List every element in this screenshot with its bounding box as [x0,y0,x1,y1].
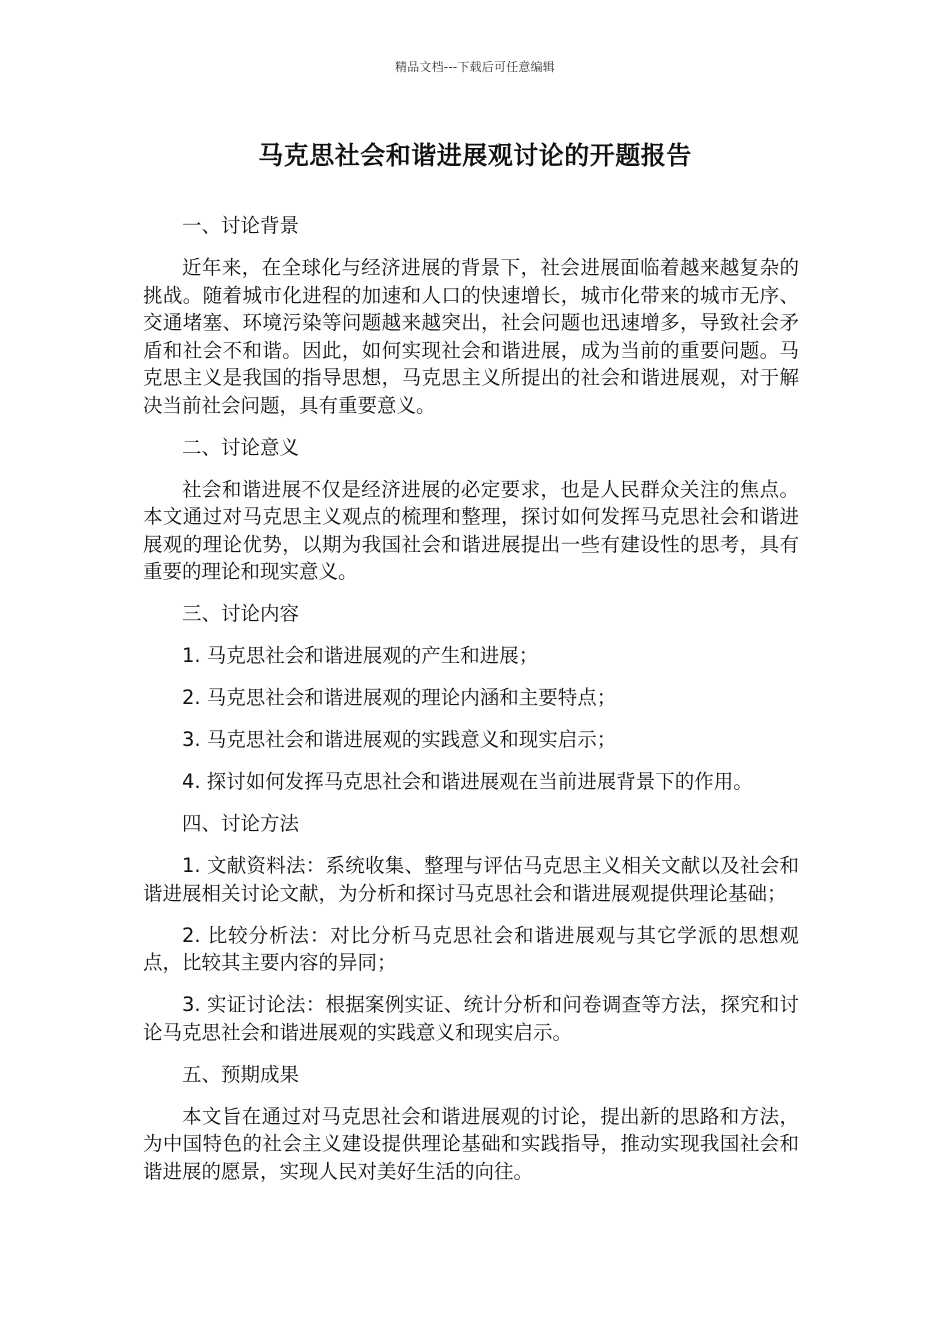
list-item-content-1: 1. 马克思社会和谐进展观的产生和进展； [182,644,539,667]
document-title: 马克思社会和谐进展观讨论的开题报告 [258,141,692,170]
section-heading-background: 一、讨论背景 [182,214,300,237]
list-item-content-2: 2. 马克思社会和谐进展观的理论内涵和主要特点； [182,686,617,709]
section-heading-significance: 二、讨论意义 [182,435,300,459]
list-item-method-2: 2. 比较分析法：对比分析马克思社会和谐进展观与其它学派的思想观点，比较其主要内容的异同； [143,923,799,974]
section-heading-results: 五、预期成果 [182,1062,300,1086]
paragraph-results: 本文旨在通过对马克思社会和谐进展观的讨论，提出新的思路和方法，为中国特色的社会主义建设提供理论基础和实践指导，推动实现我国社会和谐进展的愿景，实现人民对美好生活的向往。 [143,1104,799,1183]
paragraph-significance: 社会和谐进展不仅是经济进展的必定要求，也是人民群众关注的焦点。本文通过对马克思主义观点的梳理和整理，探讨如何发挥马克思社会和谐进展观的理论优势，以期为我国社会和谐进展提出一些有建设性的思考，具有重要的理论和现实意义。 [143,477,799,583]
list-item-method-3: 3. 实证讨论法：根据案例实证、统计分析和问卷调查等方法，探究和讨论马克思社会和谐进展观的实践意义和现实启示。 [143,993,799,1044]
list-item-content-4: 4. 探讨如何发挥马克思社会和谐进展观在当前进展背景下的作用。 [182,770,753,793]
list-item-method-1: 1. 文献资料法：系统收集、整理与评估马克思主义相关文献以及社会和谐进展相关讨论文献，为分析和探讨马克思社会和谐进展观提供理论基础； [143,854,799,905]
paragraph-background: 近年来，在全球化与经济进展的背景下，社会进展面临着越来越复杂的挑战。随着城市化进程的加速和人口的快速增长，城市化带来的城市无序、交通堵塞、环境污染等问题越来越突出，社会问题也迅速增多，导致社会矛盾和社会不和谐。因此，如何实现社会和谐进展，成为当前的重要问题。马克思主义是我国的指导思想，马克思主义所提出的社会和谐进展观，对于解决当前社会问题，具有重要意义。 [143,256,799,417]
page-header-note: 精品文档---下载后可任意编辑 [395,60,555,74]
list-item-content-3: 3. 马克思社会和谐进展观的实践意义和现实启示； [182,728,617,751]
document-body [143,212,799,1200]
section-heading-methods: 四、讨论方法 [182,812,300,835]
section-heading-content: 三、讨论内容 [182,602,300,625]
